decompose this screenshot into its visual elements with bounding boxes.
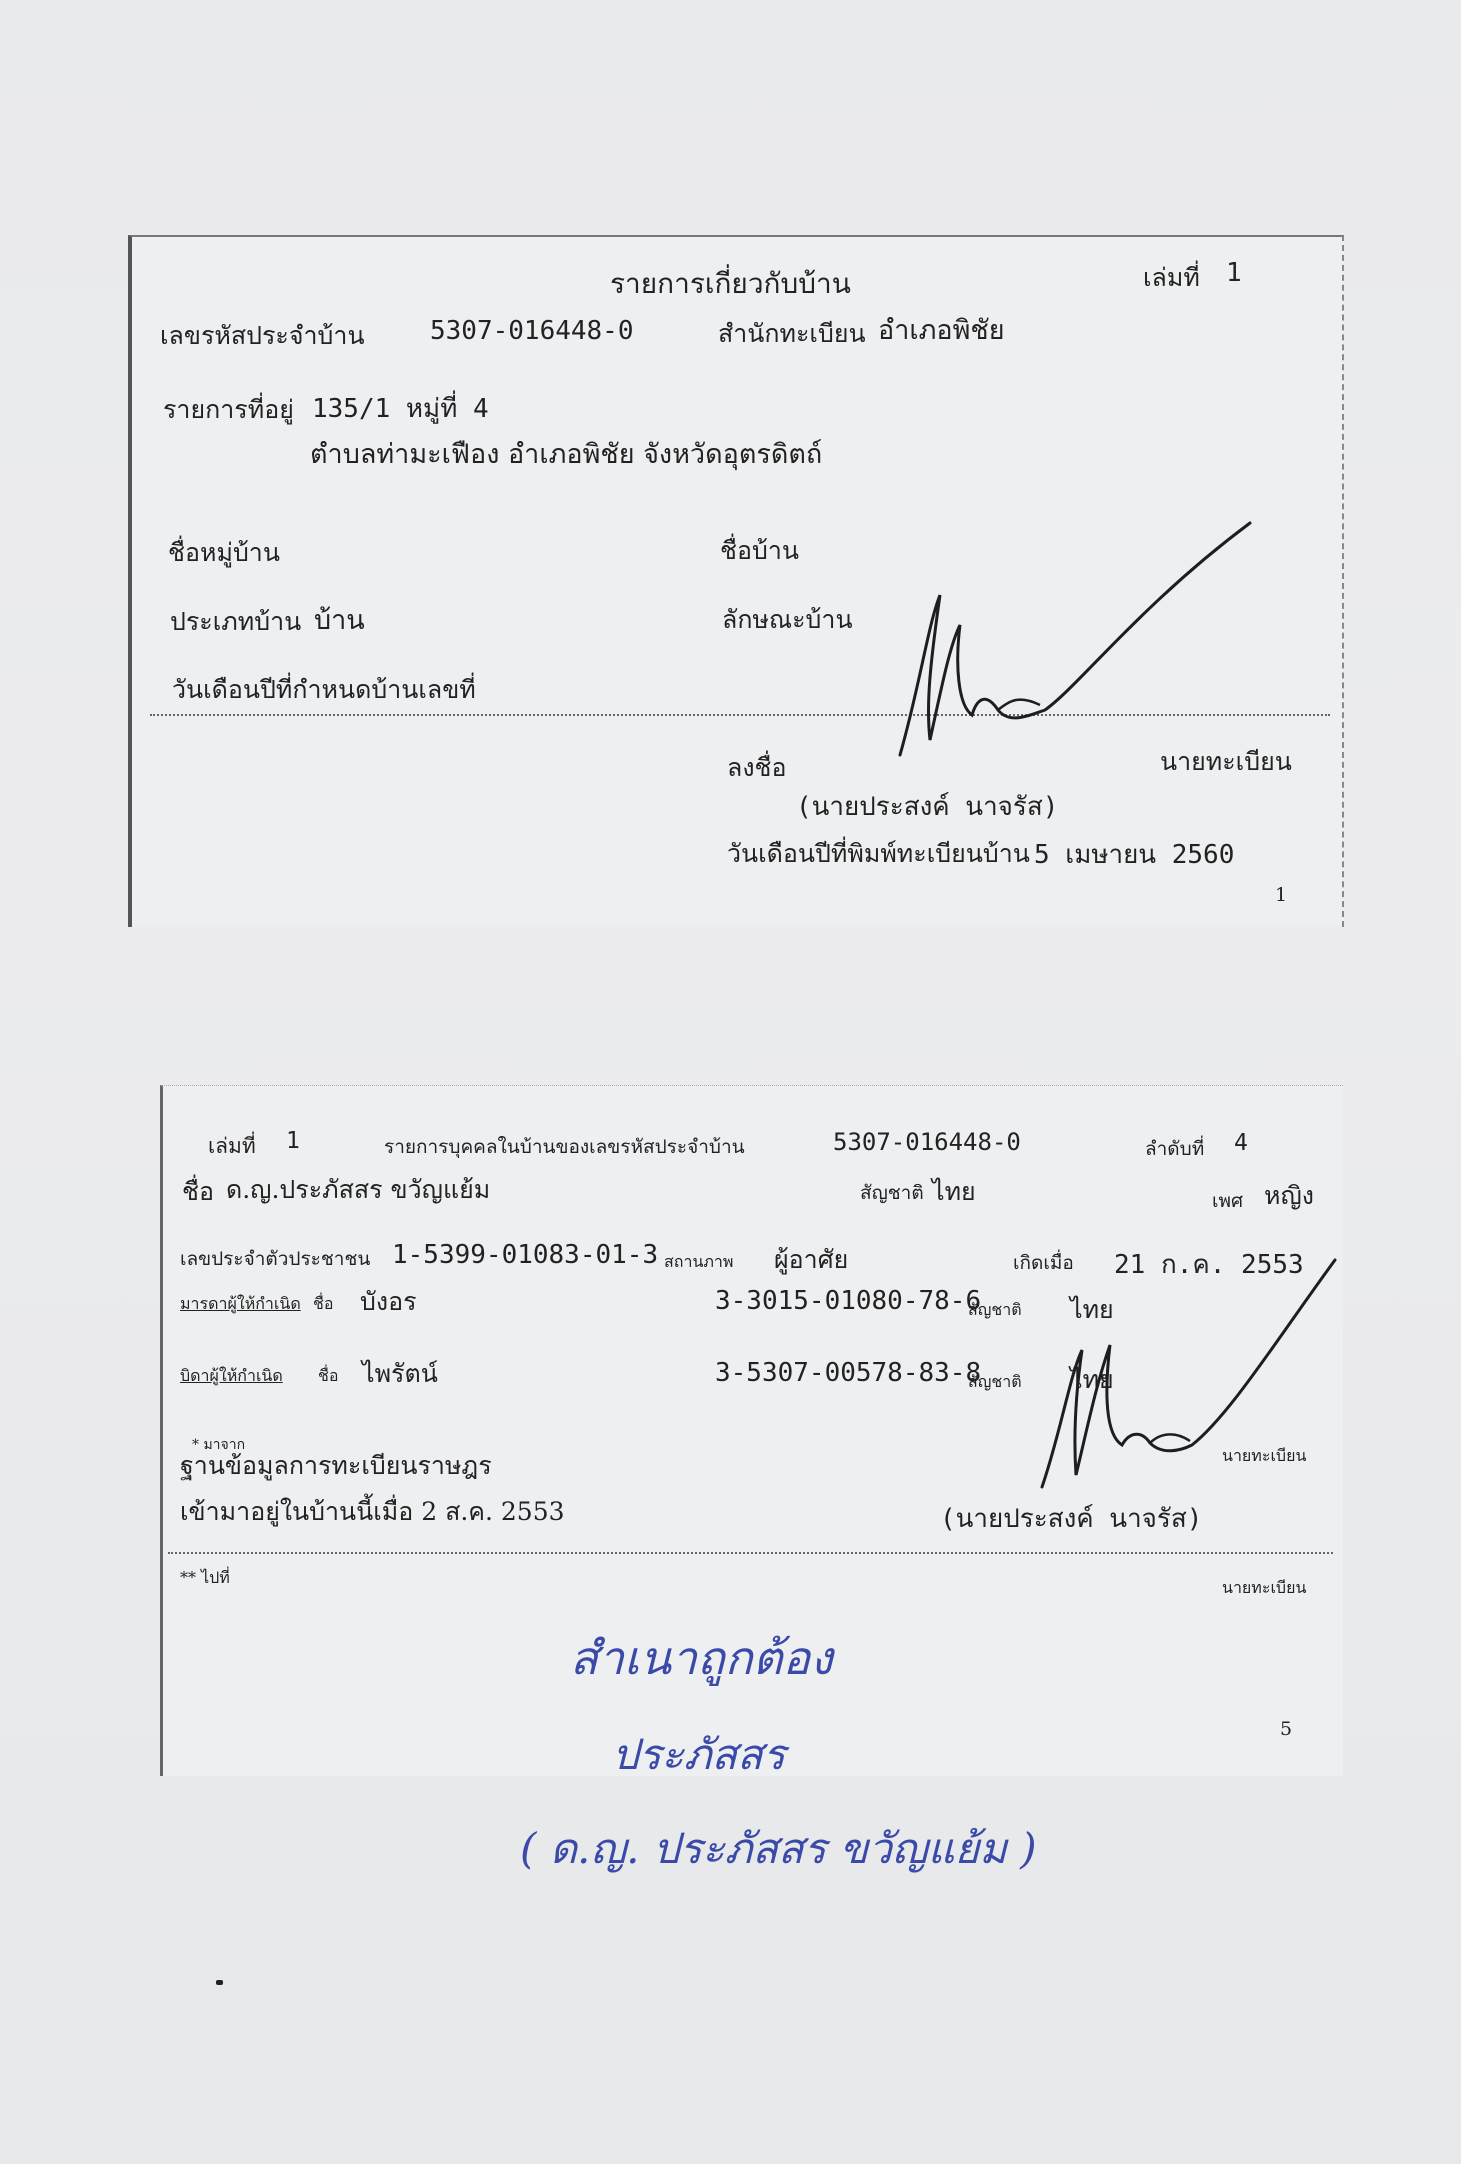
person-volume-value: 1 [286, 1128, 300, 1154]
print-date-label: วันเดือนปีที่พิมพ์ทะเบียนบ้าน [727, 839, 1030, 868]
mother-name-value: บังอร [360, 1287, 417, 1316]
father-name-label: ชื่อ [318, 1366, 339, 1385]
nationality-label: สัญชาติ [860, 1182, 924, 1204]
registrar-label: นายทะเบียน [1160, 747, 1292, 776]
person-page-number: 5 [1280, 1718, 1293, 1740]
mother-name-label: ชื่อ [313, 1294, 334, 1313]
volume-value: 1 [1226, 258, 1242, 288]
order-label: ลำดับที่ [1145, 1138, 1205, 1160]
handwritten-full-name: ( ด.ญ. ประภัสสร ขวัญแย้ม ) [520, 1824, 1037, 1873]
id-label: เลขประจำตัวประชาชน [180, 1248, 371, 1270]
moved-in-text: เข้ามาอยู่ในบ้านนี้เมื่อ 2 ส.ค. 2553 [180, 1497, 565, 1526]
id-value: 1-5399-01083-01-3 [392, 1240, 659, 1270]
ink-speck [216, 1980, 223, 1985]
born-value: 21 ก.ค. 2553 [1114, 1250, 1304, 1280]
assigned-date-label: วันเดือนปีที่กำหนดบ้านเลขที่ [172, 675, 476, 704]
person-house-code: 5307-016448-0 [833, 1128, 1021, 1156]
handwritten-signature-name: ประภัสสร [612, 1730, 786, 1779]
to-mark: ** ไปที่ [180, 1568, 230, 1587]
print-date-value: 5 เมษายน 2560 [1034, 840, 1235, 870]
from-value: ฐานข้อมูลการทะเบียนราษฎร [180, 1451, 492, 1480]
sex-value: หญิง [1264, 1181, 1314, 1210]
person-dotted-divider [168, 1552, 1333, 1554]
status-value: ผู้อาศัย [774, 1245, 849, 1274]
father-name-value: ไพรัตน์ [362, 1359, 438, 1388]
house-code-label: เลขรหัสประจำบ้าน [160, 321, 365, 350]
nationality-value: ไทย [932, 1177, 976, 1206]
registrar-signature-top [880, 515, 1260, 765]
person-registrar-name: (นายประสงค์ นาจรัส) [940, 1504, 1203, 1534]
registry-label: สำนักทะเบียน [718, 319, 866, 348]
mother-nat-label: สัญชาติ [968, 1300, 1022, 1319]
mother-label: มารดาผู้ให้กำเนิด [180, 1294, 301, 1313]
house-code-value: 5307-016448-0 [430, 316, 634, 346]
house-details-title: รายการเกี่ยวกับบ้าน [610, 267, 851, 300]
house-type-value: บ้าน [314, 605, 365, 636]
registry-value: อำเภอพิชัย [878, 315, 1005, 346]
handwritten-certification: สำเนาถูกต้อง [570, 1631, 833, 1685]
registrar-name: (นายประสงค์ นาจรัส) [796, 792, 1059, 822]
house-name-label: ชื่อบ้าน [720, 536, 799, 565]
person-list-label: รายการบุคคลในบ้านของเลขรหัสประจำบ้าน [384, 1136, 745, 1158]
address-line1: 135/1 หมู่ที่ 4 [312, 394, 489, 424]
person-registrar-label: นายทะเบียน [1222, 1446, 1307, 1465]
father-label: บิดาผู้ให้กำเนิด [180, 1366, 283, 1385]
mother-id: 3-3015-01080-78-6 [715, 1286, 982, 1316]
order-value: 4 [1234, 1130, 1248, 1156]
sex-label: เพศ [1212, 1190, 1244, 1212]
from-mark: * มาจาก [192, 1437, 246, 1453]
sign-label: ลงชื่อ [727, 753, 787, 782]
father-nat-value: ไทย [1070, 1365, 1114, 1394]
name-label: ชื่อ [182, 1177, 214, 1206]
volume-label: เล่มที่ [1143, 263, 1200, 292]
father-id: 3-5307-00578-83-8 [715, 1358, 982, 1388]
person-registrar-label-2: นายทะเบียน [1222, 1578, 1307, 1597]
village-label: ชื่อหมู่บ้าน [168, 538, 280, 567]
page-number: 1 [1275, 884, 1288, 906]
mother-nat-value: ไทย [1070, 1295, 1114, 1324]
house-feature-label: ลักษณะบ้าน [722, 605, 853, 634]
address-label: รายการที่อยู่ [163, 395, 294, 424]
born-label: เกิดเมื่อ [1013, 1252, 1074, 1274]
status-label: สถานภาพ [664, 1252, 734, 1271]
father-nat-label: สัญชาติ [968, 1372, 1022, 1391]
address-line2: ตำบลท่ามะเฟือง อำเภอพิชัย จังหวัดอุตรดิตถ์ [310, 439, 823, 470]
registrar-signature-bottom [1030, 1255, 1340, 1495]
person-volume-label: เล่มที่ [208, 1134, 256, 1158]
name-value: ด.ญ.ประภัสสร ขวัญแย้ม [226, 1175, 491, 1204]
house-type-label: ประเภทบ้าน [170, 607, 302, 636]
